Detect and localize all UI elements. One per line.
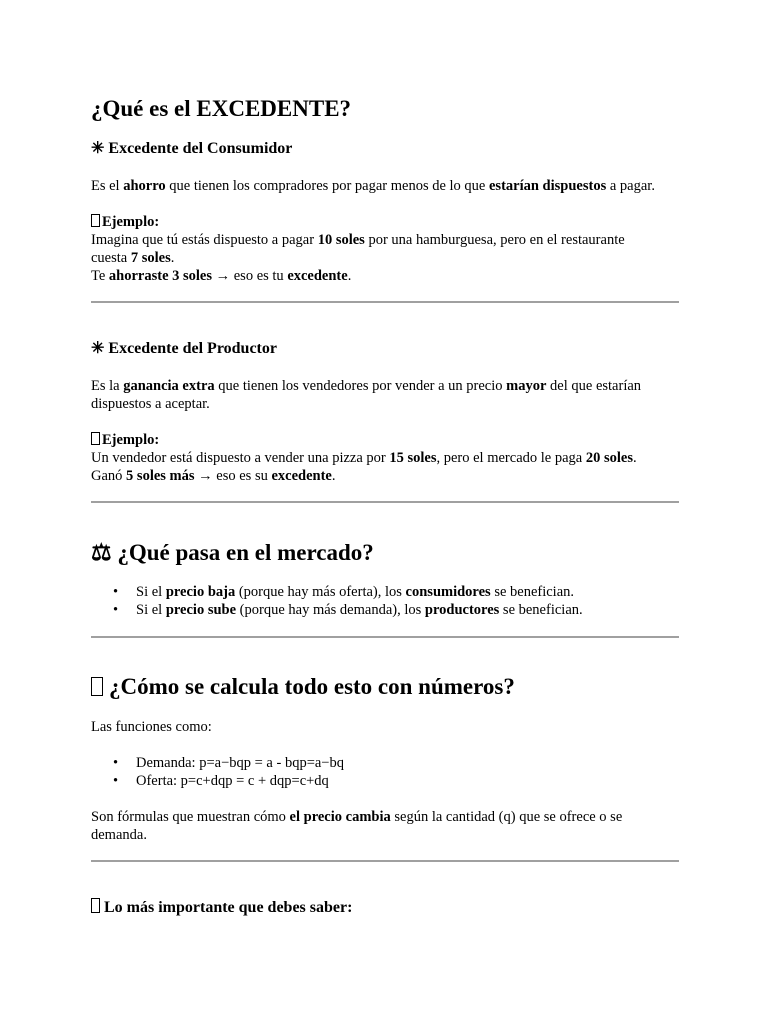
consumer-example-line-2: cuesta 7 soles. bbox=[91, 250, 175, 266]
section-divider bbox=[91, 301, 679, 303]
scales-icon: ⚖ bbox=[91, 540, 112, 565]
consumer-surplus-definition: Es el ahorro que tienen los compradores por pagar menos de lo que estarían dispuestos a pagar. bbox=[91, 178, 655, 194]
list-item: • Demanda: p=a−bqp = a - bqp=a−bq bbox=[91, 754, 679, 772]
functions-list bbox=[91, 754, 679, 790]
market-heading-text: ¿Qué pasa en el mercado? bbox=[117, 540, 374, 565]
calc-heading bbox=[91, 673, 679, 701]
example-icon bbox=[91, 214, 100, 227]
page-title: ¿Qué es el EXCEDENTE? bbox=[91, 96, 352, 121]
producer-example-line-1: Un vendedor está dispuesto a vender una pizza por 15 soles, pero el mercado le paga 20 soles. bbox=[91, 450, 637, 466]
example-icon bbox=[91, 432, 100, 445]
producer-example-label: Ejemplo: bbox=[91, 431, 679, 449]
consumer-example-line-3: Te ahorraste 3 soles → eso es tu excedente. bbox=[91, 268, 352, 284]
arrow-right-icon: → bbox=[212, 268, 234, 284]
calc-heading-text: ¿Cómo se calcula todo esto con números? bbox=[109, 674, 515, 699]
sparkle-icon: ✳ bbox=[91, 340, 105, 357]
sparkle-icon: ✳ bbox=[91, 140, 105, 157]
important-heading bbox=[91, 898, 679, 918]
market-heading bbox=[91, 539, 679, 567]
producer-surplus-definition-line-2: dispuestos a aceptar. bbox=[91, 396, 210, 412]
producer-surplus-definition: Es la ganancia extra que tienen los vendedores por vender a un precio mayor del que estarían bbox=[91, 378, 642, 394]
important-heading-text: Lo más importante que debes saber: bbox=[104, 899, 353, 916]
consumer-example-label: Ejemplo: bbox=[91, 213, 679, 231]
section-divider bbox=[91, 636, 679, 638]
producer-example-line-2: Ganó 5 soles más → eso es su excedente. bbox=[91, 468, 336, 484]
list-item: • Si el precio sube (porque hay más demanda), los productores se benefician. bbox=[91, 601, 679, 619]
market-list bbox=[91, 583, 679, 619]
consumer-surplus-heading bbox=[91, 139, 679, 159]
numbers-icon bbox=[91, 677, 103, 696]
consumer-example-line-1: Imagina que tú estás dispuesto a pagar 10 soles por una hamburguesa, pero en el restaurante bbox=[91, 232, 625, 248]
calc-outro: Son fórmulas que muestran cómo el precio cambia según la cantidad (q) que se ofrece o se bbox=[91, 809, 623, 825]
producer-surplus-heading bbox=[91, 339, 679, 359]
consumer-surplus-heading-text: Excedente del Consumidor bbox=[108, 140, 293, 157]
list-item: • Oferta: p=c+dqp = c + dqp=c+dq bbox=[91, 772, 679, 790]
arrow-right-icon: → bbox=[194, 468, 217, 484]
section-divider bbox=[91, 501, 679, 503]
important-icon bbox=[91, 898, 100, 913]
producer-surplus-heading-text: Excedente del Productor bbox=[108, 340, 277, 357]
calc-intro: Las funciones como: bbox=[91, 719, 212, 735]
calc-outro-line-2: demanda. bbox=[91, 827, 147, 843]
list-item: • Si el precio baja (porque hay más oferta), los consumidores se benefician. bbox=[91, 583, 679, 601]
section-divider bbox=[91, 860, 679, 862]
